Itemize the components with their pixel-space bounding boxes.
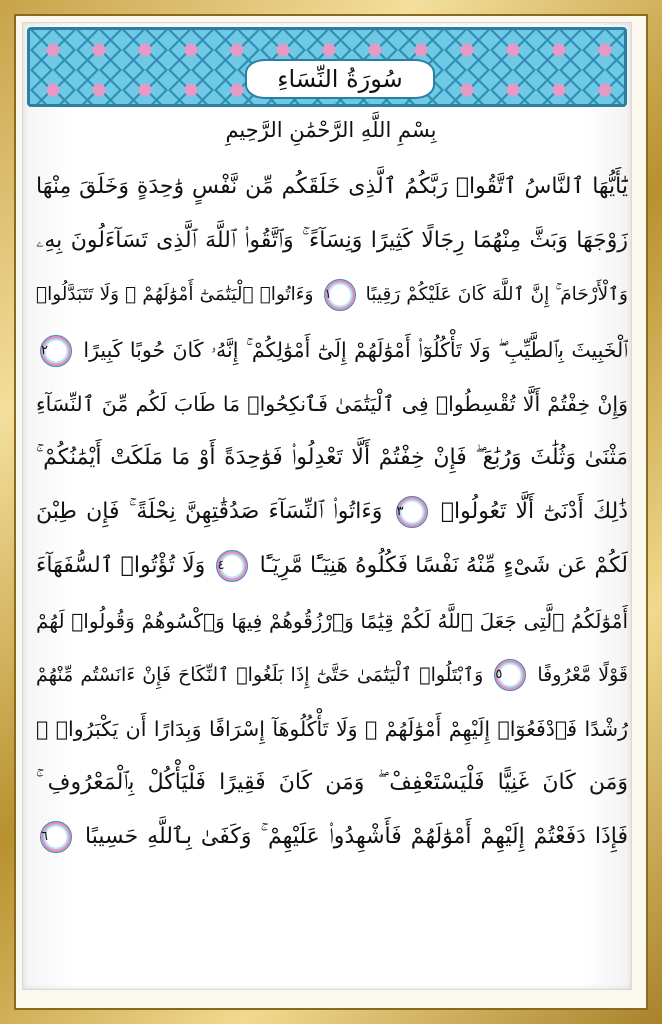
- verse-text: ٱلْخَبِيثَ بِٱلطَّيِّبِ ۖ وَلَا تَأْكُلُوٓا۟ أَمْوَٰلَهُمْ إِلَىٰٓ أَمْوَٰلِكُمْ ۚ إِنَّهُۥ كَانَ حُوبًا كَبِيرًا: [83, 337, 628, 362]
- verse-line: [36, 377, 628, 431]
- verse-text: زَوْجَهَا وَبَثَّ مِنْهُمَا رِجَالًا كَثِيرًا وَنِسَآءً ۚ وَٱتَّقُوا۟ ٱللَّهَ ٱلَّذِى تَسَآءَلُونَ بِهِۦ: [36, 228, 628, 254]
- verse-line: [36, 268, 628, 322]
- verse-text-continuation: وَءَاتُوا۟ ٱلنِّسَآءَ صَدُقَٰتِهِنَّ نِحْلَةً ۚ فَإِن طِبْنَ: [36, 499, 383, 525]
- surah-title: سُورَةُ النِّسَاءِ: [277, 65, 403, 93]
- ayah-number-marker: ٣: [396, 496, 428, 528]
- ayah-number-marker: ٢: [40, 335, 72, 367]
- verse-text-continuation: وَلَا تُؤْتُوا۟ ٱلسُّفَهَآءَ: [36, 553, 206, 579]
- verse-text: قَوْلًا مَّعْرُوفًا: [537, 663, 628, 686]
- verse-line: [36, 539, 628, 593]
- verse-lines: [36, 160, 628, 864]
- verse-line: [36, 594, 628, 648]
- verse-text: وَٱلْأَرْحَامَ ۚ إِنَّ ٱللَّهَ كَانَ عَلَيْكُمْ رَقِيبًا: [365, 284, 628, 306]
- ayah-number-marker: ٤: [216, 550, 248, 582]
- surah-title-plaque: [245, 59, 435, 99]
- verse-line: [36, 323, 628, 377]
- verse-text: يَٰٓأَيُّهَا ٱلنَّاسُ ٱتَّقُوا۟ رَبَّكُمُ ٱلَّذِى خَلَقَكُم مِّن نَّفْسٍ وَٰحِدَةٍ وَخَلَقَ مِنْهَا: [36, 174, 628, 199]
- verse-text: لَكُمْ عَن شَىْءٍ مِّنْهُ نَفْسًا فَكُلُوهُ هَنِيٓـًٔا مَّرِيٓـًٔا: [259, 553, 628, 579]
- verse-text: أَمْوَٰلَكُمُ ٱلَّتِى جَعَلَ ٱللَّهُ لَكُمْ قِيَٰمًا وَٱرْزُقُوهُمْ فِيهَا وَٱكْسُوهُمْ وَقُولُوا۟ لَهُمْ: [36, 608, 628, 633]
- verse-text: وَمَن كَانَ غَنِيًّا فَلْيَسْتَعْفِفْ ۖ وَمَن كَانَ فَقِيرًا فَلْيَأْكُلْ بِٱلْمَعْرُوفِ ۚ: [36, 770, 628, 796]
- verse-text-continuation: وَءَاتُوا۟ ٱلْيَتَٰمَىٰٓ أَمْوَٰلَهُمْ ۖ وَلَا تَتَبَدَّلُوا۟: [36, 284, 314, 306]
- basmala: بِسْمِ اللَّهِ الرَّحْمَٰنِ الرَّحِيمِ: [225, 118, 437, 142]
- verse-line: [36, 756, 628, 810]
- verse-line: [36, 648, 628, 702]
- verse-text: ذَٰلِكَ أَدْنَىٰٓ أَلَّا تَعُولُوا۟: [440, 499, 628, 525]
- ayah-number-marker: ١: [324, 279, 356, 311]
- verse-line: [36, 431, 628, 485]
- verse-line: [36, 485, 628, 539]
- verse-line: [36, 702, 628, 756]
- ayah-number-marker: ٦: [40, 821, 72, 853]
- verse-text-continuation: وَٱبْتَلُوا۟ ٱلْيَتَٰمَىٰ حَتَّىٰٓ إِذَا بَلَغُوا۟ ٱلنِّكَاحَ فَإِنْ ءَانَسْتُم مِّنْهُمْ: [36, 663, 484, 686]
- verse-line: [36, 810, 628, 864]
- verse-line: [36, 214, 628, 268]
- verse-text: فَإِذَا دَفَعْتُمْ إِلَيْهِمْ أَمْوَٰلَهُمْ فَأَشْهِدُوا۟ عَلَيْهِمْ ۚ وَكَفَىٰ بِٱللَّهِ حَسِيبًا: [84, 824, 628, 850]
- ayah-number-marker: ٥: [494, 659, 526, 691]
- verse-text: رُشْدًا فَٱدْفَعُوٓا۟ إِلَيْهِمْ أَمْوَٰلَهُمْ ۖ وَلَا تَأْكُلُوهَآ إِسْرَافًا وَبِدَارًا أَن يَكْبَرُوا۟ ۚ: [36, 716, 628, 741]
- verse-text: وَإِنْ خِفْتُمْ أَلَّا تُقْسِطُوا۟ فِى ٱلْيَتَٰمَىٰ فَٱنكِحُوا۟ مَا طَابَ لَكُم مِّنَ ٱلنِّسَآءِ: [36, 391, 628, 416]
- verse-text: مَثْنَىٰ وَثُلَٰثَ وَرُبَٰعَ ۖ فَإِنْ خِفْتُمْ أَلَّا تَعْدِلُوا۟ فَوَٰحِدَةً أَوْ مَا مَلَكَتْ أَيْمَٰنُكُمْ ۚ: [36, 444, 628, 470]
- verse-line: [36, 160, 628, 214]
